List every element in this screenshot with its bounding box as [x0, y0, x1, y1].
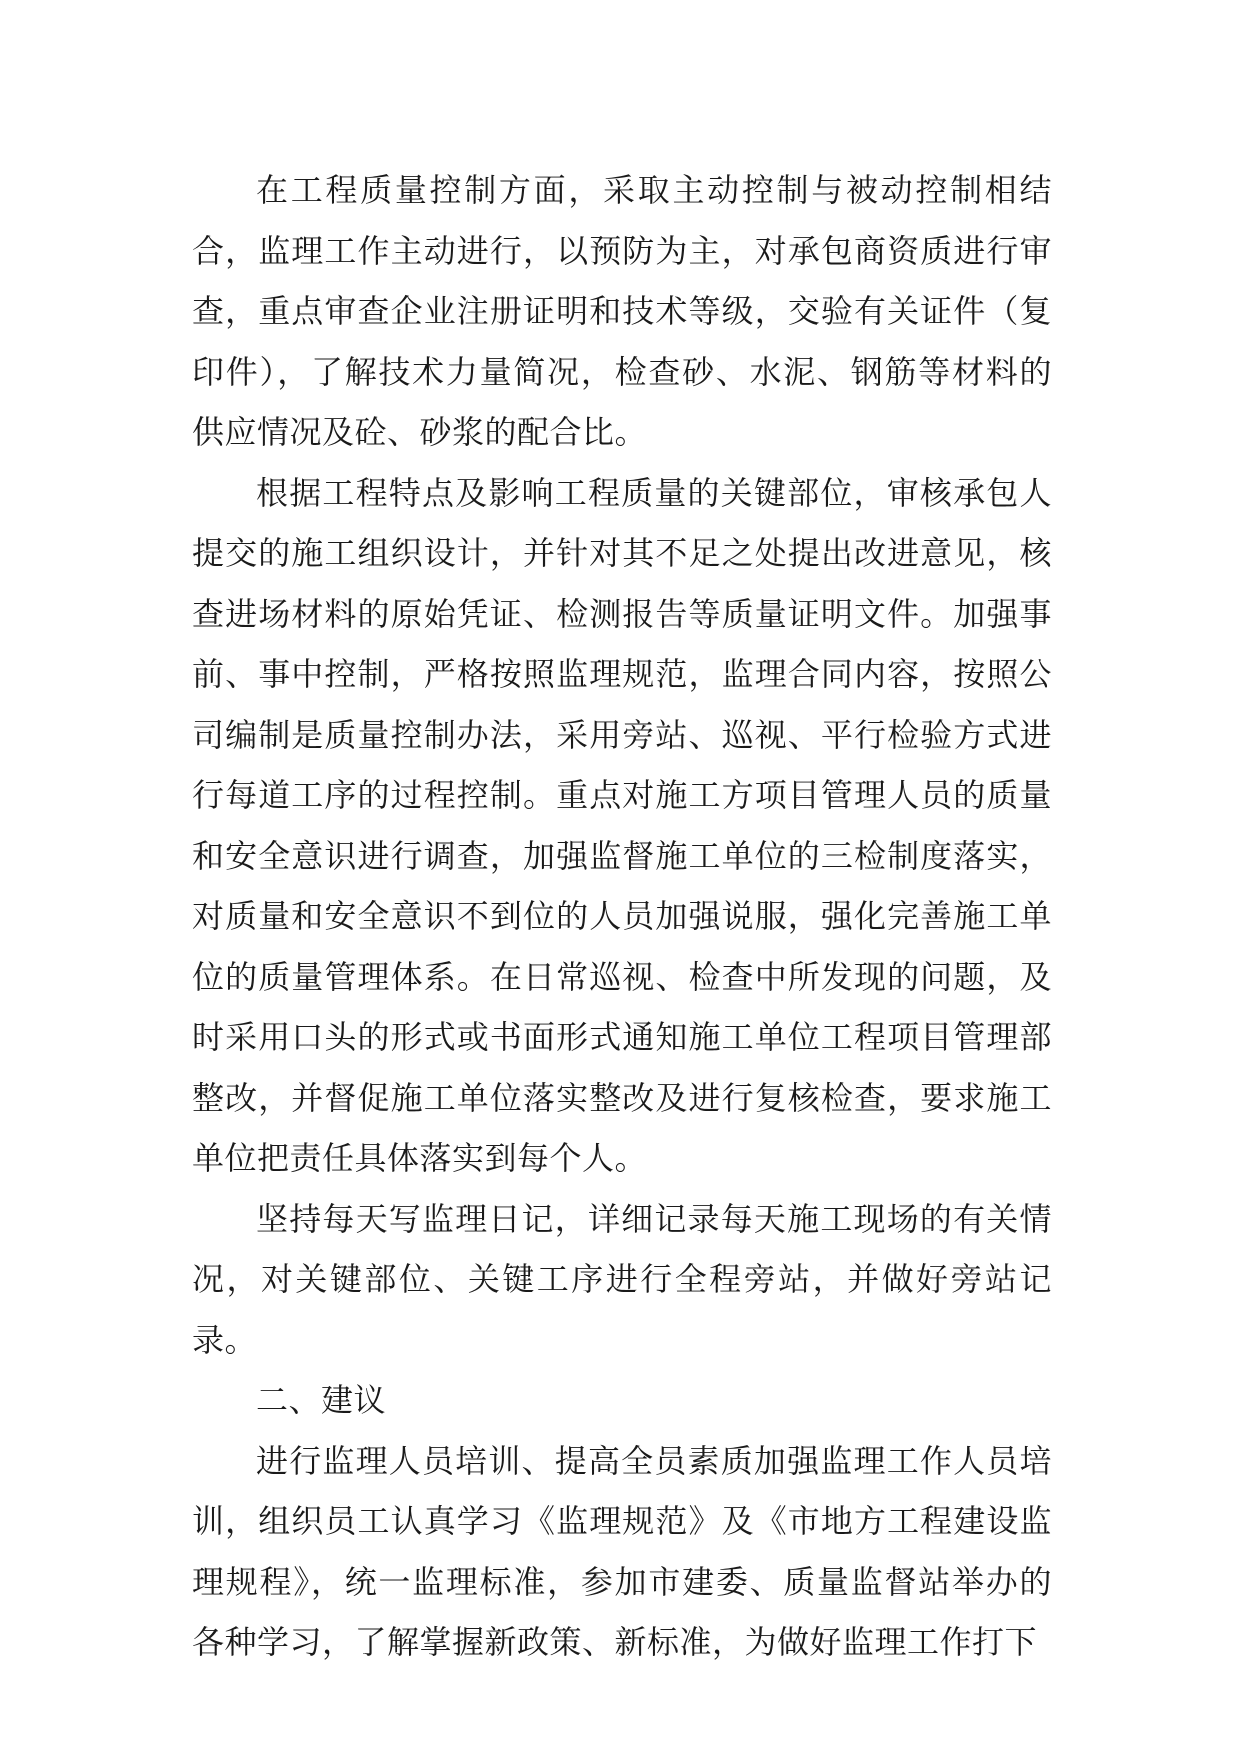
paragraph-review-process: 根据工程特点及影响工程质量的关键部位，审核承包人提交的施工组织设计，并针对其不足之处提出改进意见，核查进场材料的原始凭证、检测报告等质量证明文件。加强事前、事中控制，严格按照监理规范，监理合同内容，按照公司编制是质量控制办法，采用旁站、巡视、平行检验方式进行每道工序的过程控制。重点对施工方项目管理人员的质量和安全意识进行调查，加强监督施工单位的三检制度落实，对质量和安全意识不到位的人员加强说服，强化完善施工单位的质量管理体系。在日常巡视、检查中所发现的问题，及时采用口头的形式或书面形式通知施工单位工程项目管理部整改，并督促施工单位落实整改及进行复核检查，要求施工单位把责任具体落实到每个人。	[192, 473, 1052, 1177]
paragraph-training: 进行监理人员培训、提高全员素质加强监理工作人员培训，组织员工认真学习《监理规范》及《市地方工程建设监理规程》，统一监理标准，参加市建委、质量监督站举办的各种学习，了解掌握新政策、新标准，为做好监理工作打下	[192, 1441, 1052, 1661]
paragraph-daily-log: 坚持每天写监理日记，详细记录每天施工现场的有关情况，对关键部位、关键工序进行全程旁站，并做好旁站记录。	[192, 1199, 1052, 1359]
section-heading-suggestions: 二、建议	[256, 1381, 387, 1419]
paragraph-quality-control: 在工程质量控制方面，采取主动控制与被动控制相结合，监理工作主动进行，以预防为主，对承包商资质进行审查，重点审查企业注册证明和技术等级，交验有关证件（复印件），了解技术力量简况，检查砂、水泥、钢筋等材料的供应情况及砼、砂浆的配合比。	[192, 171, 1052, 451]
document-body	[192, 160, 1052, 1673]
